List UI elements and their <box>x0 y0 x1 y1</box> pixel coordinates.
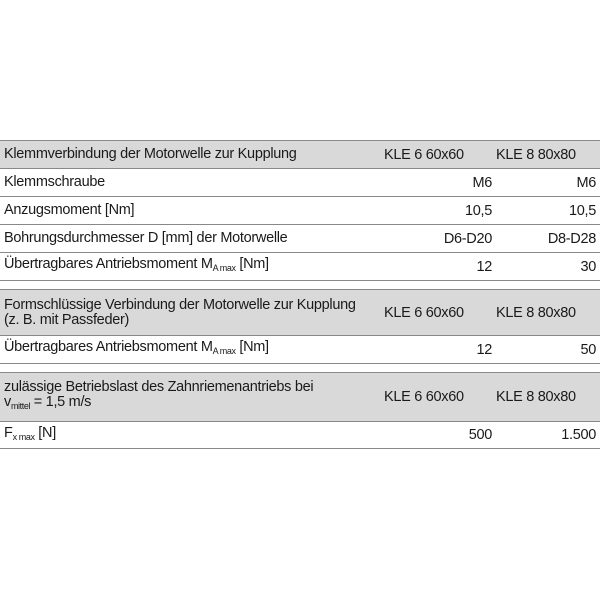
table-row <box>0 197 600 225</box>
row-value-kle8: 50 <box>580 341 596 358</box>
section-spacer <box>0 281 600 290</box>
table-row <box>0 169 600 197</box>
row-value-kle8: 30 <box>580 258 596 275</box>
row-value-kle8: 10,5 <box>568 202 596 219</box>
row-label: Klemmschraube <box>4 174 105 190</box>
row-value-kle8: 1.500 <box>561 427 596 443</box>
section3-col2-header: KLE 8 80x80 <box>496 389 576 405</box>
section1-header <box>0 141 600 169</box>
table-row <box>0 422 600 449</box>
row-label: Bohrungsdurchmesser D [mm] der Motorwelle <box>4 230 288 246</box>
table-row <box>0 253 600 281</box>
section1-col2-header: KLE 8 80x80 <box>496 146 576 163</box>
row-label: Anzugsmoment [Nm] <box>4 202 135 218</box>
section2-header <box>0 290 600 336</box>
section2-col2-header: KLE 8 80x80 <box>496 304 576 321</box>
row-label: $F_{x max}$ [N] <box>4 424 56 442</box>
table-row <box>0 225 600 253</box>
row-value-kle6: 500 <box>468 427 492 443</box>
section3-title: zulässige Betriebslast des Zahnriemenantriebs bei $v_{mittel} = 1,5$ m/s <box>4 379 314 411</box>
row-value-kle8: M6 <box>576 174 596 191</box>
row-value-kle6: M6 <box>472 174 492 191</box>
section1-title: Klemmverbindung der Motorwelle zur Kupplung <box>4 146 297 162</box>
row-value-kle6: 10,5 <box>464 202 492 219</box>
table-row <box>0 336 600 364</box>
row-value-kle8: D8-D28 <box>547 230 596 247</box>
row-value-kle6: 12 <box>476 258 492 275</box>
row-value-kle6: D6-D20 <box>443 230 492 247</box>
row-label: Übertragbares Antriebsmoment $M_{A max}$ [Nm] <box>4 339 269 356</box>
row-label: Übertragbares Antriebsmoment $M_{A max}$ [Nm] <box>4 256 269 273</box>
row-value-kle6: 12 <box>476 341 492 358</box>
section1-col1-header: KLE 6 60x60 <box>384 146 464 163</box>
section3-header <box>0 373 600 422</box>
section3-col1-header: KLE 6 60x60 <box>384 389 464 405</box>
section2-col1-header: KLE 6 60x60 <box>384 304 464 321</box>
spec-table <box>0 140 600 449</box>
section-spacer <box>0 364 600 373</box>
section2-title: Formschlüssige Verbindung der Motorwelle zur Kupplung (z. B. mit Passfeder) <box>4 296 356 328</box>
